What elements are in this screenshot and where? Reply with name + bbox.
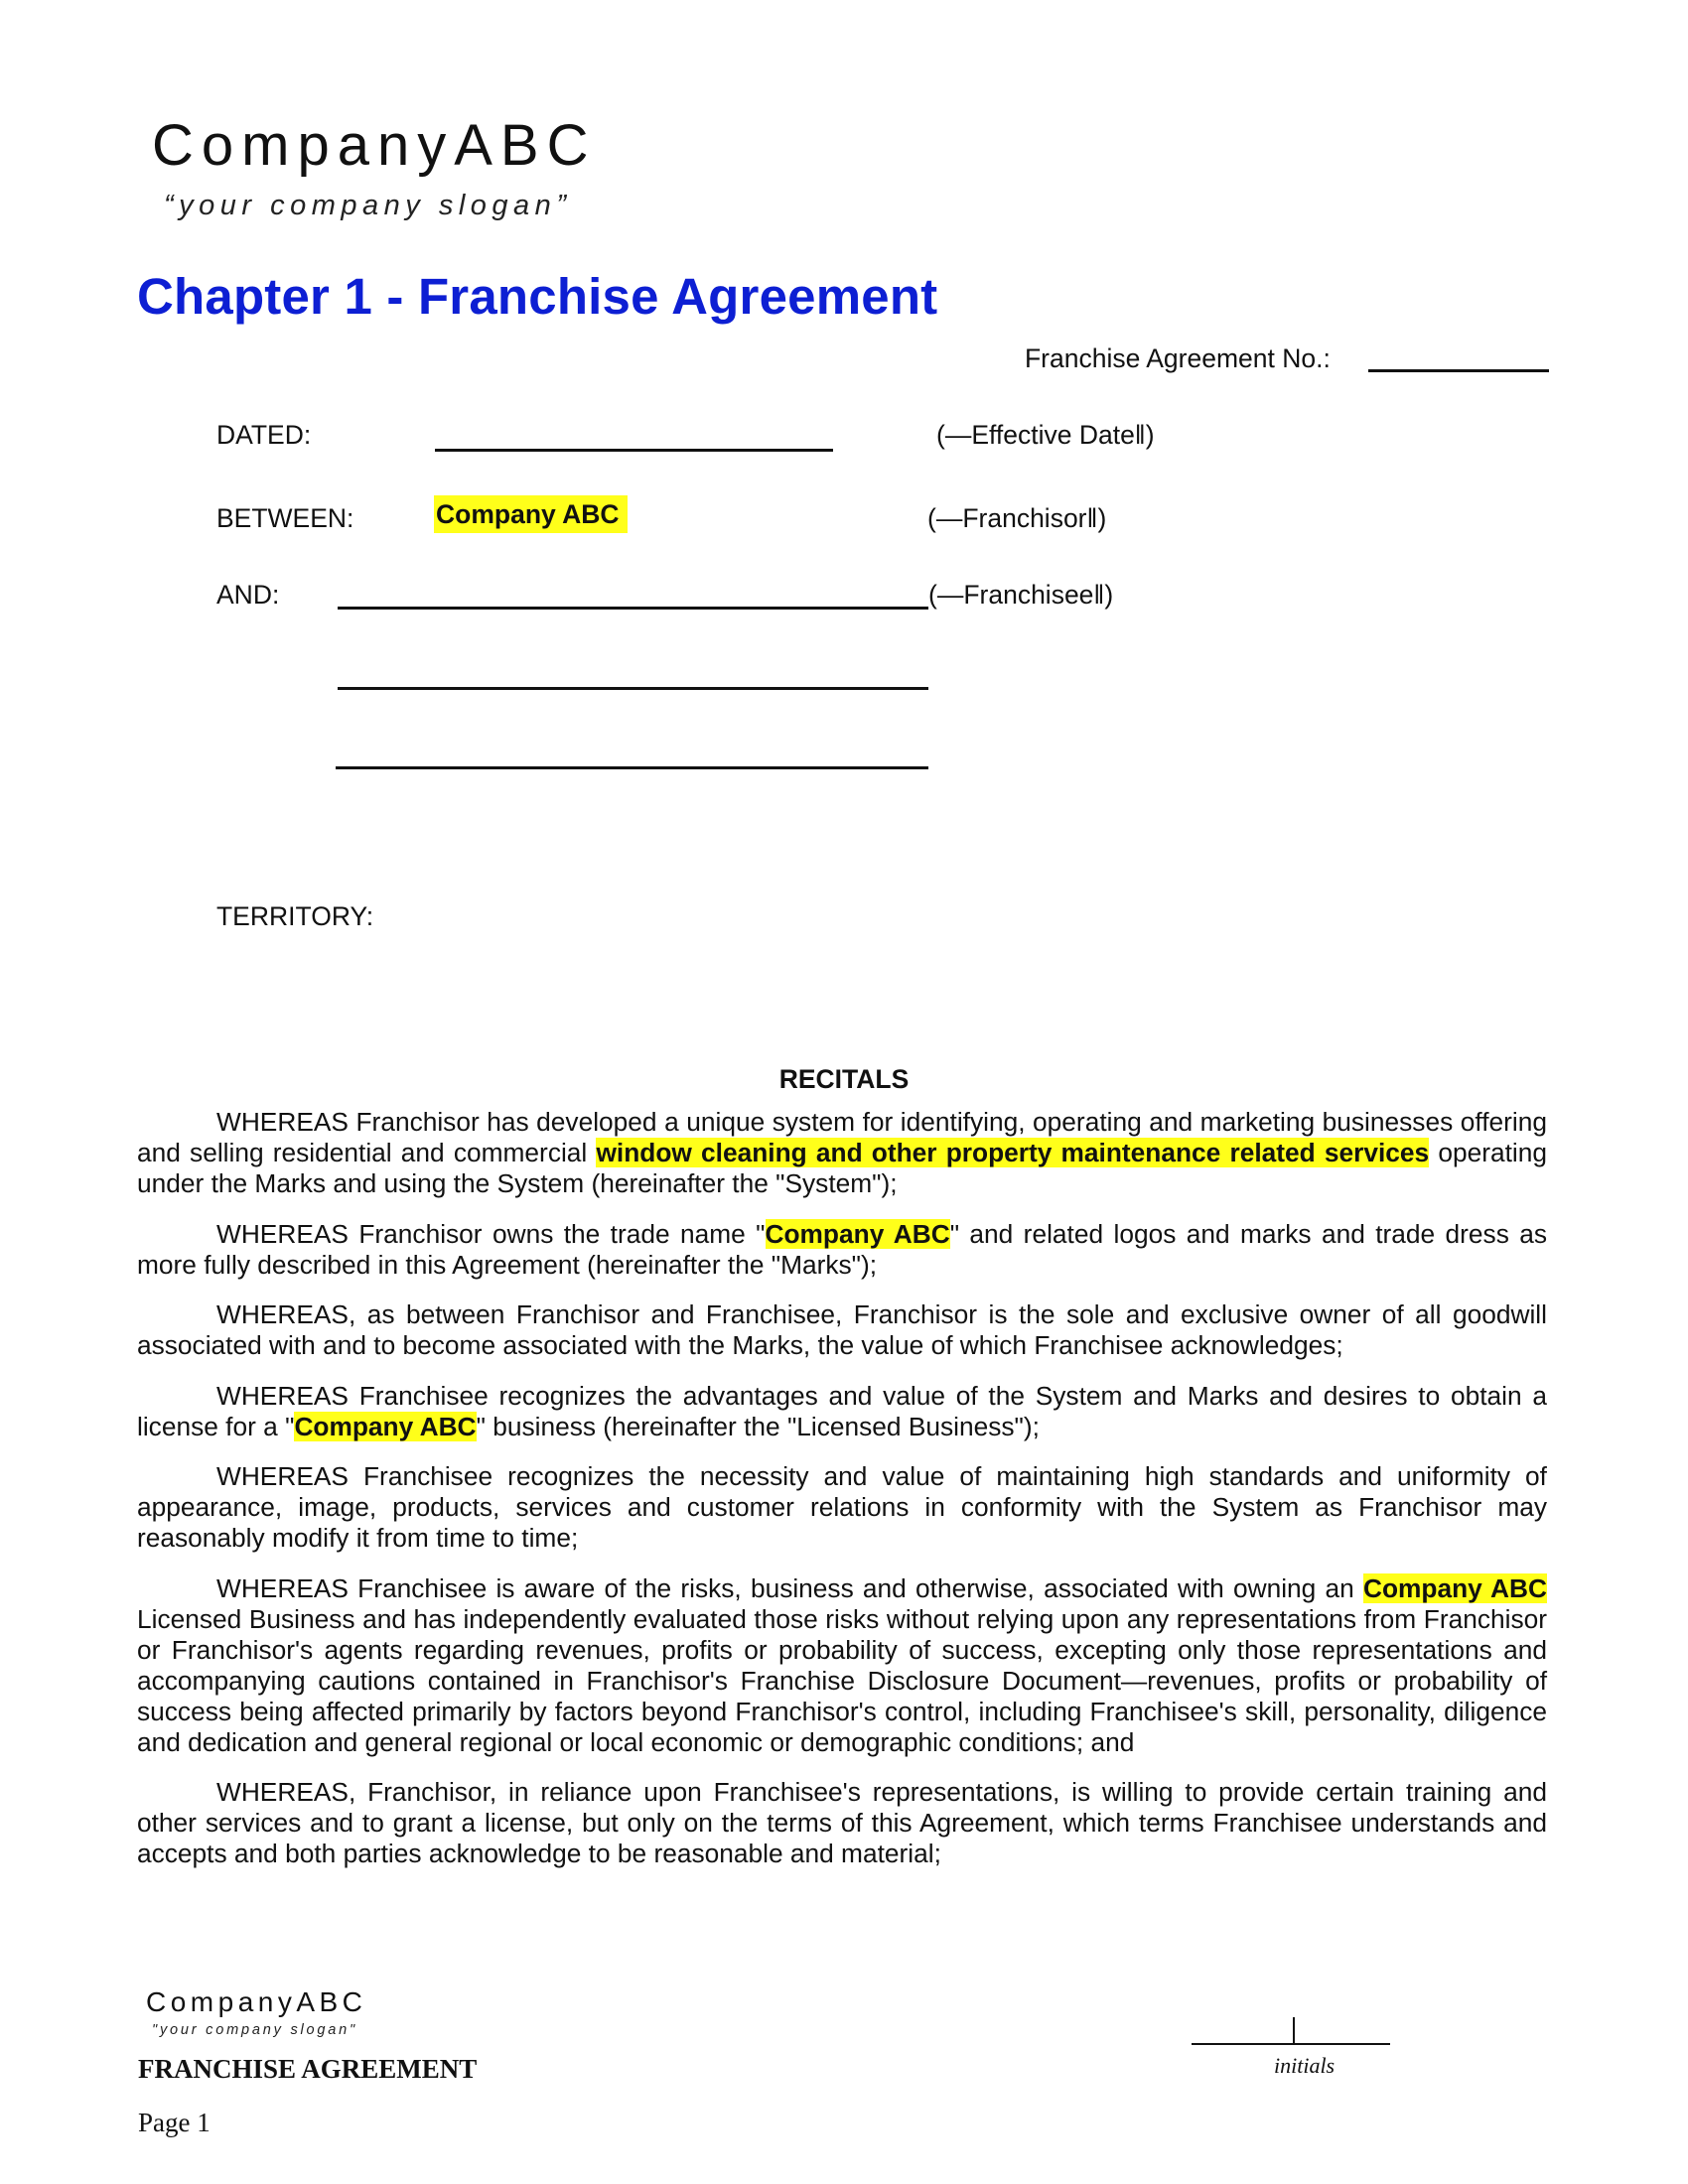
franchisor-name <box>434 501 628 528</box>
footer-document-title: FRANCHISE AGREEMENT <box>138 2054 478 2084</box>
initials-label: initials <box>1274 2053 1336 2078</box>
effective-date-role: (—Effective Date‖) <box>936 420 1155 450</box>
franchisee-role: (—Franchisee‖) <box>928 580 1114 610</box>
recitals-body <box>137 1107 1547 1889</box>
recital-text: " business (hereinafter the "Licensed Business"); <box>476 1411 1040 1441</box>
highlighted-text: Company ABC <box>1362 1572 1547 1603</box>
company-logo <box>152 113 597 221</box>
page-title: Chapter 1 - Franchise Agreement <box>137 268 938 325</box>
franchisor-name-highlight: Company ABC <box>434 495 628 533</box>
recital-text: Licensed Business and has independently evaluated those risks without relying upon any representations from Franchisor or Franchisor's agents regarding revenues, profits or probability of success, excepting only those representations and accompanying cautions contained in Franchisor's Franchise Disclosure Document—revenues, profits or probability of success being affected primarily by factors beyond Franchisor's control, including Franchisee's skill, personality, diligence and dedication and general regional or local economic or demographic conditions; and <box>137 1603 1547 1757</box>
recitals-heading: RECITALS <box>778 1064 910 1094</box>
recital-text: " and related logos and marks and trade dress as more fully described in this Agreement (hereinafter the "Marks"); <box>137 1218 1548 1280</box>
highlighted-text: Company ABC <box>294 1411 477 1441</box>
recital-paragraph <box>137 1573 1547 1758</box>
recital-text: WHEREAS, as between Franchisor and Franchisee, Franchisor is the sole and exclusive owner of all goodwill associated with and to become associated with the Marks, the value of which Franchisee acknowledges; <box>137 1299 1547 1360</box>
franchisee-address-line-1[interactable] <box>338 687 928 690</box>
recital-paragraph <box>137 1299 1547 1361</box>
recital-text: WHEREAS, Franchisor, in reliance upon Franchisee's representations, is willing to provide certain training and other services and to grant a license, but only on the terms of this Agreement, which terms Franchisee understands and accepts and both parties acknowledge to be reasonable and material; <box>137 1777 1547 1868</box>
agreement-number-label: Franchise Agreement No.: <box>1025 343 1331 373</box>
agreement-number-field[interactable] <box>1368 369 1549 372</box>
franchisor-role: (—Franchisor‖) <box>927 503 1107 533</box>
dated-label: DATED: <box>216 420 312 450</box>
page-number: Page 1 <box>138 2108 211 2137</box>
highlighted-text: window cleaning and other property maintenance related services <box>596 1138 1430 1167</box>
recital-text: WHEREAS Franchisor owns the trade name " <box>216 1218 766 1249</box>
logo-name: CompanyABC <box>152 113 597 178</box>
initials-field[interactable] <box>1192 2043 1390 2045</box>
franchisee-name-field[interactable] <box>338 607 928 610</box>
between-label: BETWEEN: <box>216 503 354 533</box>
initials-tick <box>1293 2017 1295 2044</box>
recital-paragraph <box>137 1777 1547 1869</box>
recital-text: operating under the Marks and using the System (hereinafter the "System"); <box>137 1138 1547 1198</box>
recital-paragraph <box>137 1219 1547 1281</box>
recital-paragraph <box>137 1461 1547 1554</box>
recital-text: WHEREAS Franchisee recognizes the advantages and value of the System and Marks and desires to obtain a license for a " <box>137 1380 1547 1441</box>
highlighted-text: Company ABC <box>765 1218 950 1249</box>
recital-text: WHEREAS Franchisee recognizes the necessity and value of maintaining high standards and uniformity of appearance, image, products, services and customer relations in conformity with the System as Franchisor may reasonably modify it from time to time; <box>137 1461 1547 1553</box>
recital-text: WHEREAS Franchisee is aware of the risks, business and otherwise, associated with owning an <box>216 1572 1363 1603</box>
dated-field[interactable] <box>435 449 833 452</box>
and-label: AND: <box>216 580 280 610</box>
recital-paragraph <box>137 1107 1547 1199</box>
recital-paragraph <box>137 1381 1547 1442</box>
territory-label: TERRITORY: <box>216 901 374 931</box>
footer-logo <box>146 1988 366 2038</box>
franchisee-address-line-2[interactable] <box>336 766 928 769</box>
footer-logo-slogan: "your company slogan" <box>152 2022 357 2038</box>
footer-logo-name: CompanyABC <box>146 1986 367 2017</box>
logo-slogan: “your company slogan” <box>164 190 572 221</box>
recital-text: WHEREAS Franchisor has developed a unique system for identifying, operating and marketing businesses offering and selling residential and commercial <box>137 1107 1547 1167</box>
